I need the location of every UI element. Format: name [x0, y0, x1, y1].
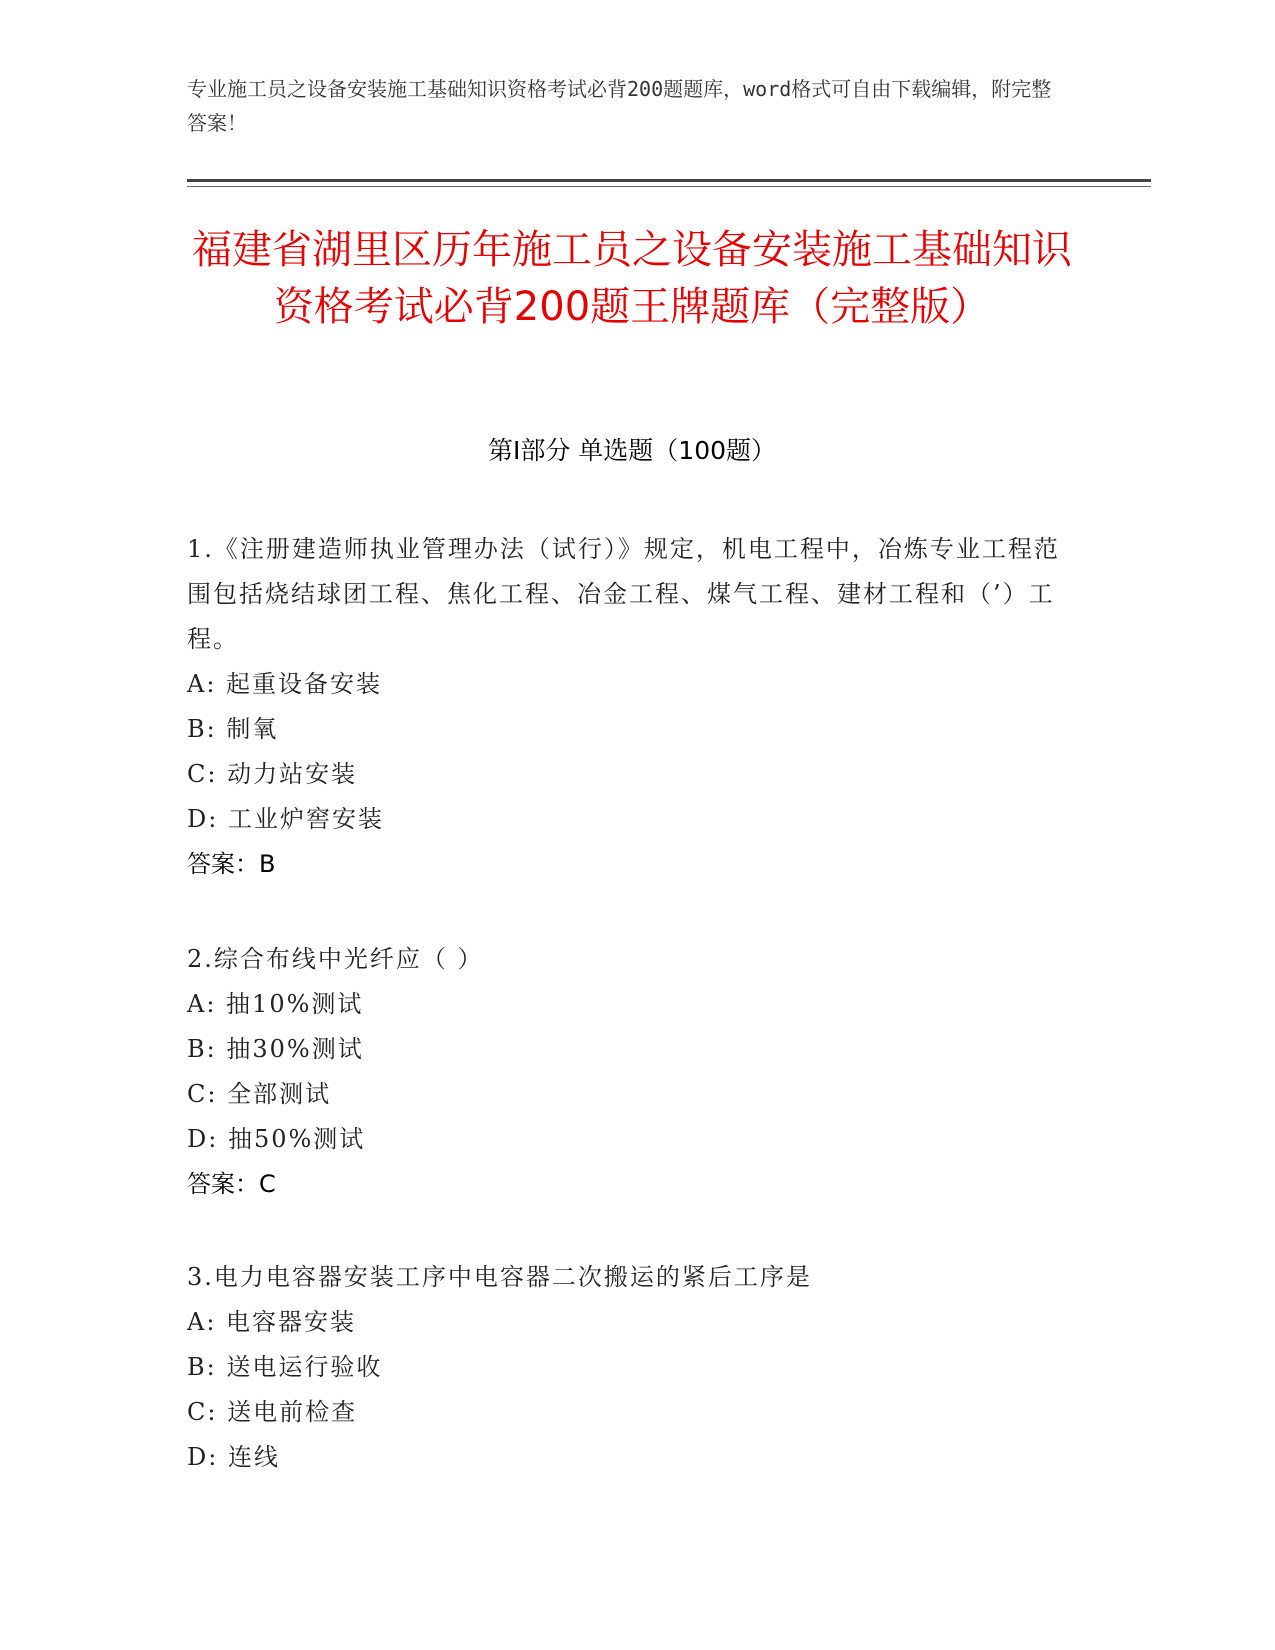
- header-divider-thin: [187, 186, 1151, 187]
- option-d: D: 连线: [187, 1443, 280, 1471]
- option-c: C: 动力站安装: [187, 760, 358, 788]
- option-c: C: 送电前检查: [187, 1398, 358, 1426]
- question-stem: 2.综合布线中光纤应（ ）: [187, 945, 484, 973]
- option-a: A: 起重设备安装: [187, 670, 383, 698]
- question-1: [187, 527, 1067, 887]
- option-a: A: 抽10%测试: [187, 990, 364, 1018]
- question-stem: 1.《注册建造师执业管理办法（试行）》规定，机电工程中，冶炼专业工程范围包括烧结球团工程、焦化工程、冶金工程、煤气工程、建材工程和（’）工程。: [187, 535, 1060, 653]
- question-3: [187, 1255, 1067, 1480]
- header-note: 专业施工员之设备安装施工基础知识资格考试必背200题题库，word格式可自由下载编辑，附完整答案！: [187, 77, 1052, 135]
- option-b: B: 抽30%测试: [187, 1035, 364, 1063]
- section-heading: 第I部分 单选题（100题）: [487, 436, 777, 465]
- question-2: [187, 937, 1067, 1207]
- option-d: D: 工业炉窖安装: [187, 805, 384, 833]
- answer: 答案：B: [187, 850, 276, 878]
- option-b: B: 送电运行验收: [187, 1353, 383, 1381]
- answer: 答案：C: [187, 1170, 276, 1198]
- option-a: A: 电容器安装: [187, 1308, 357, 1336]
- option-c: C: 全部测试: [187, 1080, 332, 1108]
- header-divider-thick: [187, 179, 1151, 182]
- question-stem: 3.电力电容器安装工序中电容器二次搬运的紧后工序是: [187, 1263, 812, 1291]
- option-b: B: 制氧: [187, 715, 279, 743]
- document-title: 福建省湖里区历年施工员之设备安装施工基础知识资格考试必背200题王牌题库（完整版）: [192, 227, 1072, 330]
- option-d: D: 抽50%测试: [187, 1125, 366, 1153]
